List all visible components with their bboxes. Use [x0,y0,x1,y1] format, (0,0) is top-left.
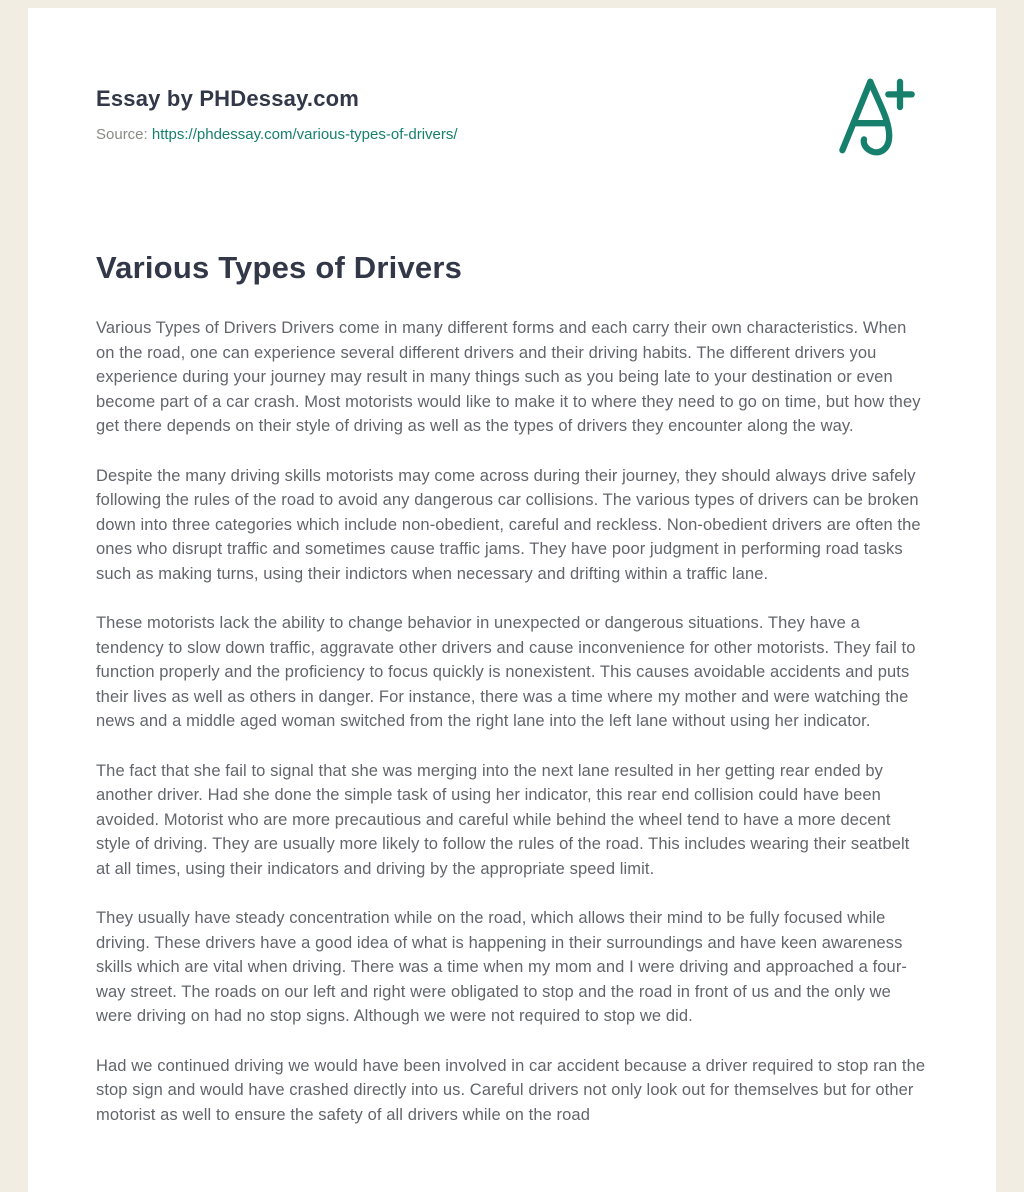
site-title: Essay by PHDessay.com [96,86,360,111]
essay-paragraph: The fact that she fail to signal that she was merging into the next lane resulted in her getting rear ended by another driver. Had she done the simple task of using her indicator, this rear end collision could have been avoided. Motorist who are more precautious and careful while behind the wheel tend to have a more decent style of driving. They are usually more likely to follow the rules of the road. This includes wearing their seatbelt at all times, using their indicators and driving by the appropriate speed limit. [96,761,910,878]
essay-paragraph: They usually have steady concentration while on the road, which allows their mind to be fully focused while driving. These drivers have a good idea of what is happening in their surroundings and have keen awareness skills which are vital when driving. There was a time when my mom and I were driving and approached a four-way street. The roads on our left and right were obligated to stop and the road in front of us and the only we were driving on had no stop signs. Although we were not required to stop we did. [96,909,908,1025]
essay-paragraph: These motorists lack the ability to change behavior in unexpected or dangerous situations. They have a tendency to slow down traffic, aggravate other drivers and cause inconvenience for other motorists. They fail to function properly and the proficiency to focus quickly is nonexistent. This causes avoidable accidents and puts their lives as well as others in danger. For instance, there was a time where my mother and were watching the news and a middle aged woman switched from the right lane into the left lane without using her indicator. [96,614,916,730]
essay-paragraph: Various Types of Drivers Drivers come in many different forms and each carry their own characteristics. When on the road, one can experience several different drivers and their driving habits. The different drivers you experience during your journey may result in many things such as you being late to your destination or even become part of a car crash. Most motorists would like to make it to where they need to go on time, but how they get there depends on their style of driving as well as the types of drivers they encounter along the way. [96,319,921,435]
essay-paragraph: Despite the many driving skills motorists may come across during their journey, they should always drive safely following the rules of the road to avoid any dangerous car collisions. The various types of drivers can be broken down into three categories which include non-obedient, careful and reckless. Non-obedient drivers are often the ones who disrupt traffic and sometimes cause traffic jams. They have poor judgment in performing road tasks such as making turns, using their indictors when necessary and drifting within a traffic lane. [96,466,921,583]
source-line [96,126,458,143]
essay-body [96,316,928,1127]
essay-card [28,8,996,1192]
source-label: Source: [96,126,148,143]
phdessay-logo-icon [828,70,918,162]
essay-paragraph: Had we continued driving we would have been involved in car accident because a driver required to stop ran the stop sign and would have crashed directly into us. Careful drivers not only look out for themselves but for other motorist as well to ensure the safety of all drivers while on the road [96,1056,926,1124]
header-row [96,70,928,162]
header-text-block [96,70,458,143]
source-url-link[interactable]: https://phdessay.com/various-types-of-drivers/ [151,126,458,143]
essay-title: Various Types of Drivers [96,250,463,285]
